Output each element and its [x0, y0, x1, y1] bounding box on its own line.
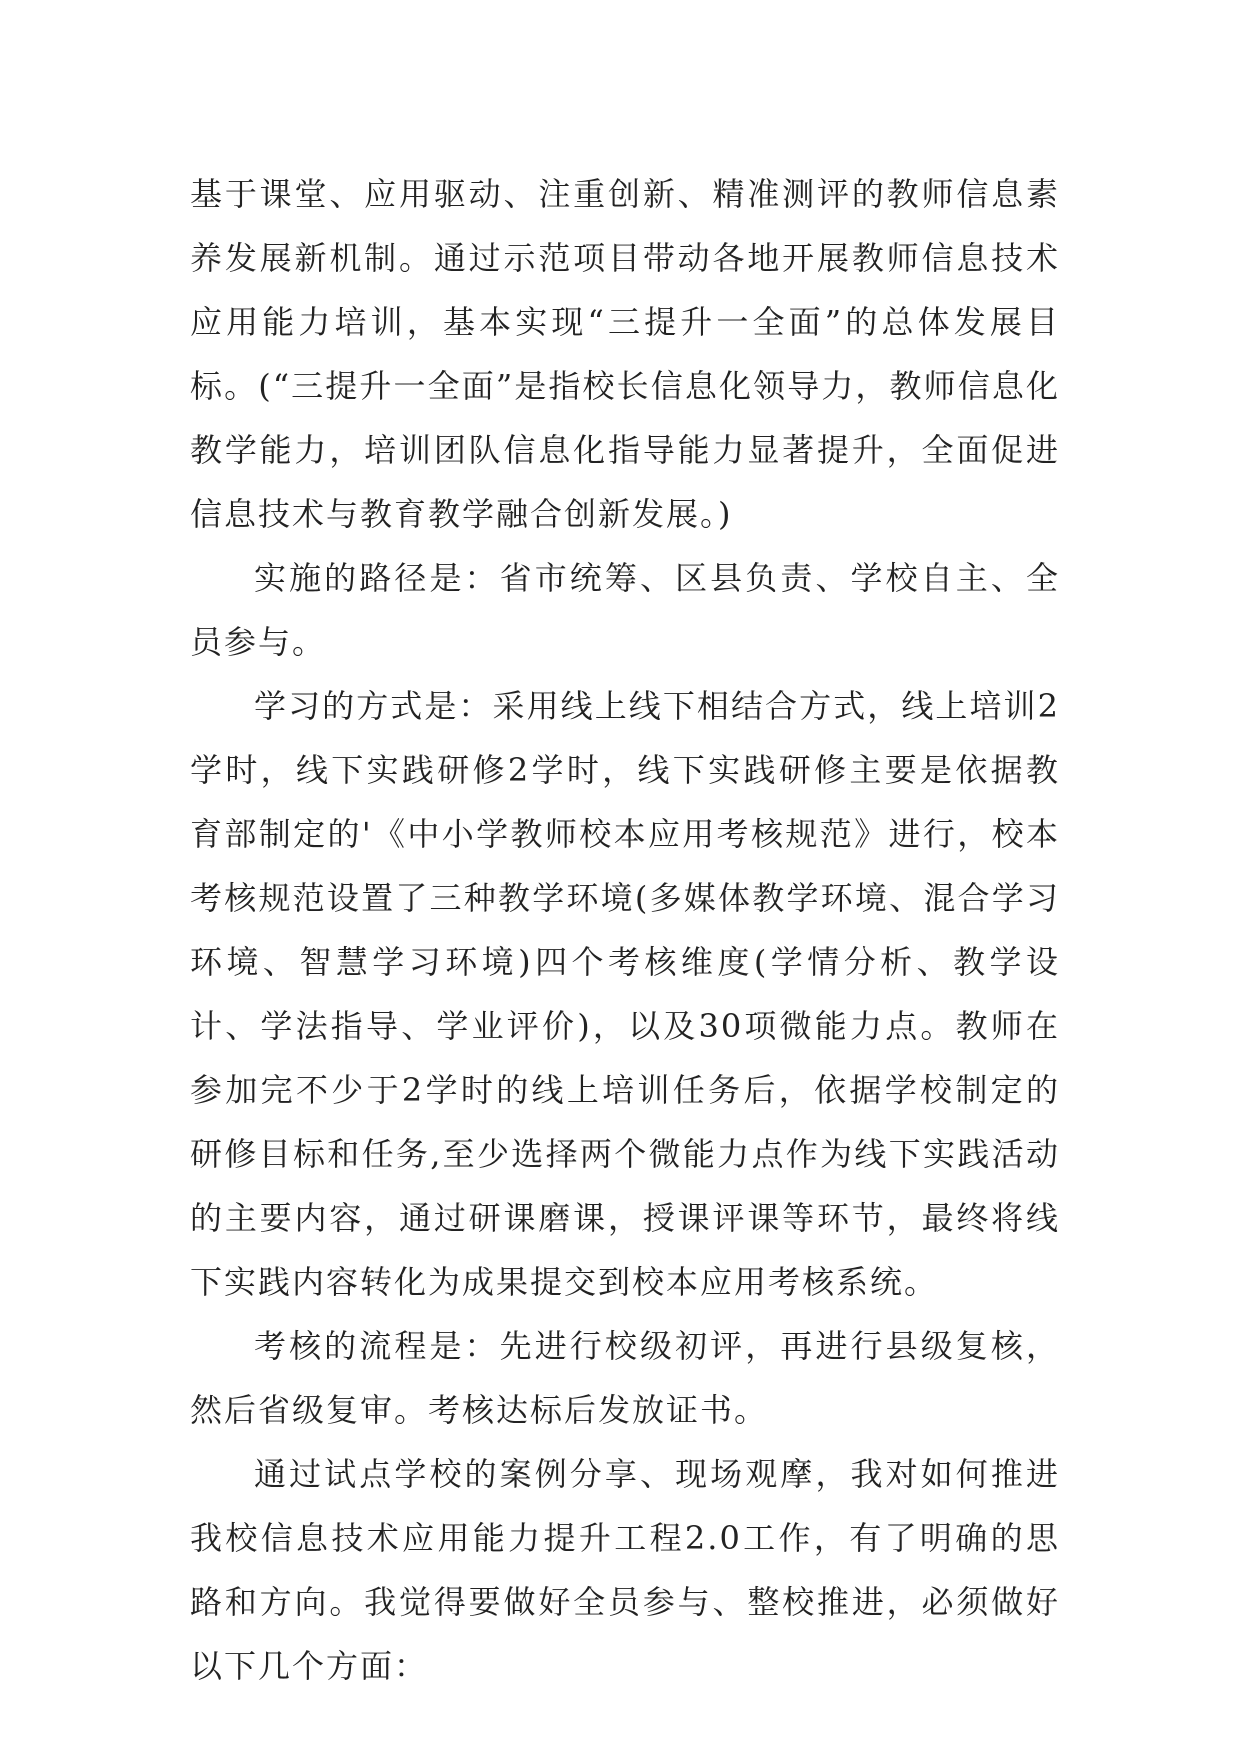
paragraph-intro: 基于课堂、应用驱动、注重创新、精准测评的教师信息素养发展新机制。通过示范项目带动各地开展教师信息技术应用能力培训，基本实现“三提升一全面”的总体发展目标。(“三提升一全面”是指校长信息化领导力，教师信息化教学能力，培训团队信息化指导能力显著提升，全面促进信息技术与教育教学融合创新发展。)	[190, 175, 1060, 533]
paragraph-assessment-process: 考核的流程是：先进行校级初评，再进行县级复核，然后省级复审。考核达标后发放证书。	[190, 1327, 1060, 1429]
paragraph-implementation-path: 实施的路径是：省市统筹、区县负责、学校自主、全员参与。	[190, 559, 1060, 661]
document-body	[190, 162, 1060, 1698]
paragraph-reflection: 通过试点学校的案例分享、现场观摩，我对如何推进我校信息技术应用能力提升工程2.0工作，有了明确的思路和方向。我觉得要做好全员参与、整校推进，必须做好以下几个方面：	[190, 1455, 1060, 1685]
paragraph-learning-method: 学习的方式是：采用线上线下相结合方式，线上培训2学时，线下实践研修2学时，线下实践研修主要是依据教育部制定的'《中小学教师校本应用考核规范》进行，校本考核规范设置了三种教学环境(多媒体教学环境、混合学习环境、智慧学习环境)四个考核维度(学情分析、教学设计、学法指导、学业评价)，以及30项微能力点。教师在参加完不少于2学时的线上培训任务后，依据学校制定的研修目标和任务,至少选择两个微能力点作为线下实践活动的主要内容，通过研课磨课，授课评课等环节，最终将线下实践内容转化为成果提交到校本应用考核系统。	[190, 687, 1060, 1301]
